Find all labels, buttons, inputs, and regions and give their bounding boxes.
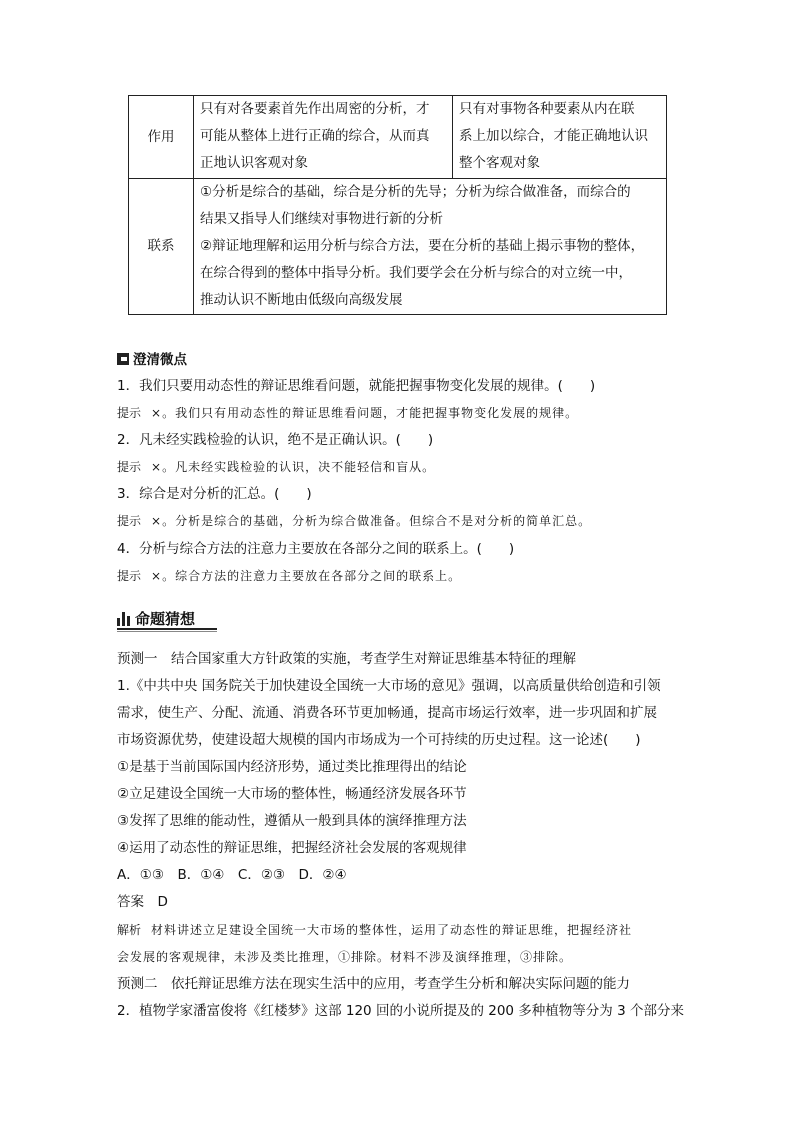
- analysis: 解析 材料讲述立足建设全国统一大市场的整体性，运用了动态性的辩证思维，把握经济社: [117, 923, 633, 937]
- table-cell-relation: [194, 179, 667, 315]
- row-header-function: 作用: [129, 96, 194, 179]
- cell-line: 整个客观对象: [459, 155, 540, 171]
- question-4: 4．分析与综合方法的注意力主要放在各部分之间的联系上。( ): [117, 541, 515, 557]
- cell-line: 只有对事物各种要素从内在联: [459, 101, 635, 117]
- table-cell-synthesis: [453, 96, 667, 179]
- section-title-text: 命题猜想: [135, 610, 196, 628]
- option-2: ②立足建设全国统一大市场的整体性，畅通经济发展各环节: [117, 786, 467, 802]
- hint-4: 提示 ×。综合方法的注意力主要放在各部分之间的联系上。: [117, 569, 462, 583]
- question-line: 1.《中共中央 国务院关于加快建设全国统一大市场的意见》强调，以高质量供给创造和引领: [117, 678, 661, 694]
- cell-line: ②辩证地理解和运用分析与综合方法，要在分析的基础上揭示事物的整体，: [200, 238, 645, 254]
- row-header-relation: 联系: [129, 179, 194, 315]
- table-row: [129, 179, 667, 315]
- question-2: 2．凡未经实践检验的认识，绝不是正确认识。( ): [117, 432, 434, 448]
- question-line: 市场资源优势，使建设超大规模的国内市场成为一个可持续的历史过程。这一论述( ): [117, 732, 641, 748]
- section-title-predict: [117, 608, 195, 629]
- option-4: ④运用了动态性的辩证思维，把握经济社会发展的客观规律: [117, 840, 467, 856]
- title-underline-thin: [117, 631, 217, 632]
- section-title-text: 澄清微点: [133, 352, 187, 368]
- question-3: 3．综合是对分析的汇总。( ): [117, 486, 312, 502]
- section-title-clarify: [117, 348, 187, 368]
- option-3: ③发挥了思维的能动性，遵循从一般到具体的演绎推理方法: [117, 813, 467, 829]
- cell-line: 系上加以综合，才能正确地认识: [459, 128, 648, 144]
- question-2-line: 2．植物学家潘富俊将《红楼梦》这部 120 回的小说所提及的 200 多种植物等分为 3 个部分来: [117, 1003, 684, 1019]
- prediction-1-title: 预测一 结合国家重大方针政策的实施，考查学生对辩证思维基本特征的理解: [117, 651, 576, 667]
- comparison-table: [128, 95, 667, 315]
- title-underline: [117, 628, 217, 630]
- cell-line: 在综合得到的整体中指导分析。我们要学会在分析与综合的对立统一中，: [200, 265, 632, 281]
- hint-3: 提示 ×。分析是综合的基础，分析为综合做准备。但综合不是对分析的简单汇总。: [117, 514, 592, 528]
- cell-line: 结果又指导人们继续对事物进行新的分析: [200, 211, 443, 227]
- choices: A．①③ B．①④ C．②③ D．②④: [117, 867, 347, 883]
- hint-1: 提示 ×。我们只有用动态性的辩证思维看问题，才能把握事物变化发展的规律。: [117, 406, 579, 420]
- cell-line: 正地认识客观对象: [200, 155, 308, 171]
- prediction-2-title: 预测二 依托辩证思维方法在现实生活中的应用，考查学生分析和解决实际问题的能力: [117, 976, 630, 992]
- table-cell-analysis: [194, 96, 453, 179]
- cell-line: ①分析是综合的基础，综合是分析的先导；分析为综合做准备，而综合的: [200, 184, 631, 200]
- question-1: 1．我们只要用动态性的辩证思维看问题，就能把握事物变化发展的规律。( ): [117, 378, 596, 394]
- answer: 答案 D: [117, 894, 168, 910]
- cell-line: 只有对各要素首先作出周密的分析，才: [200, 101, 430, 117]
- cell-line: 可能从整体上进行正确的综合，从而真: [200, 128, 430, 144]
- cell-line: 推动认识不断地由低级向高级发展: [200, 292, 403, 308]
- analysis-cont: 会发展的客观规律，未涉及类比推理，①排除。材料不涉及演绎推理，③排除。: [117, 950, 573, 964]
- option-1: ①是基于当前国际国内经济形势，通过类比推理得出的结论: [117, 759, 467, 775]
- question-line: 需求，使生产、分配、流通、消费各环节更加畅通，提高市场运行效率，进一步巩固和扩展: [117, 705, 657, 721]
- hint-2: 提示 ×。凡未经实践检验的认识，决不能轻信和盲从。: [117, 460, 436, 474]
- table-row: [129, 96, 667, 179]
- bar-chart-icon: [117, 612, 131, 626]
- section-marker-icon: [117, 353, 129, 365]
